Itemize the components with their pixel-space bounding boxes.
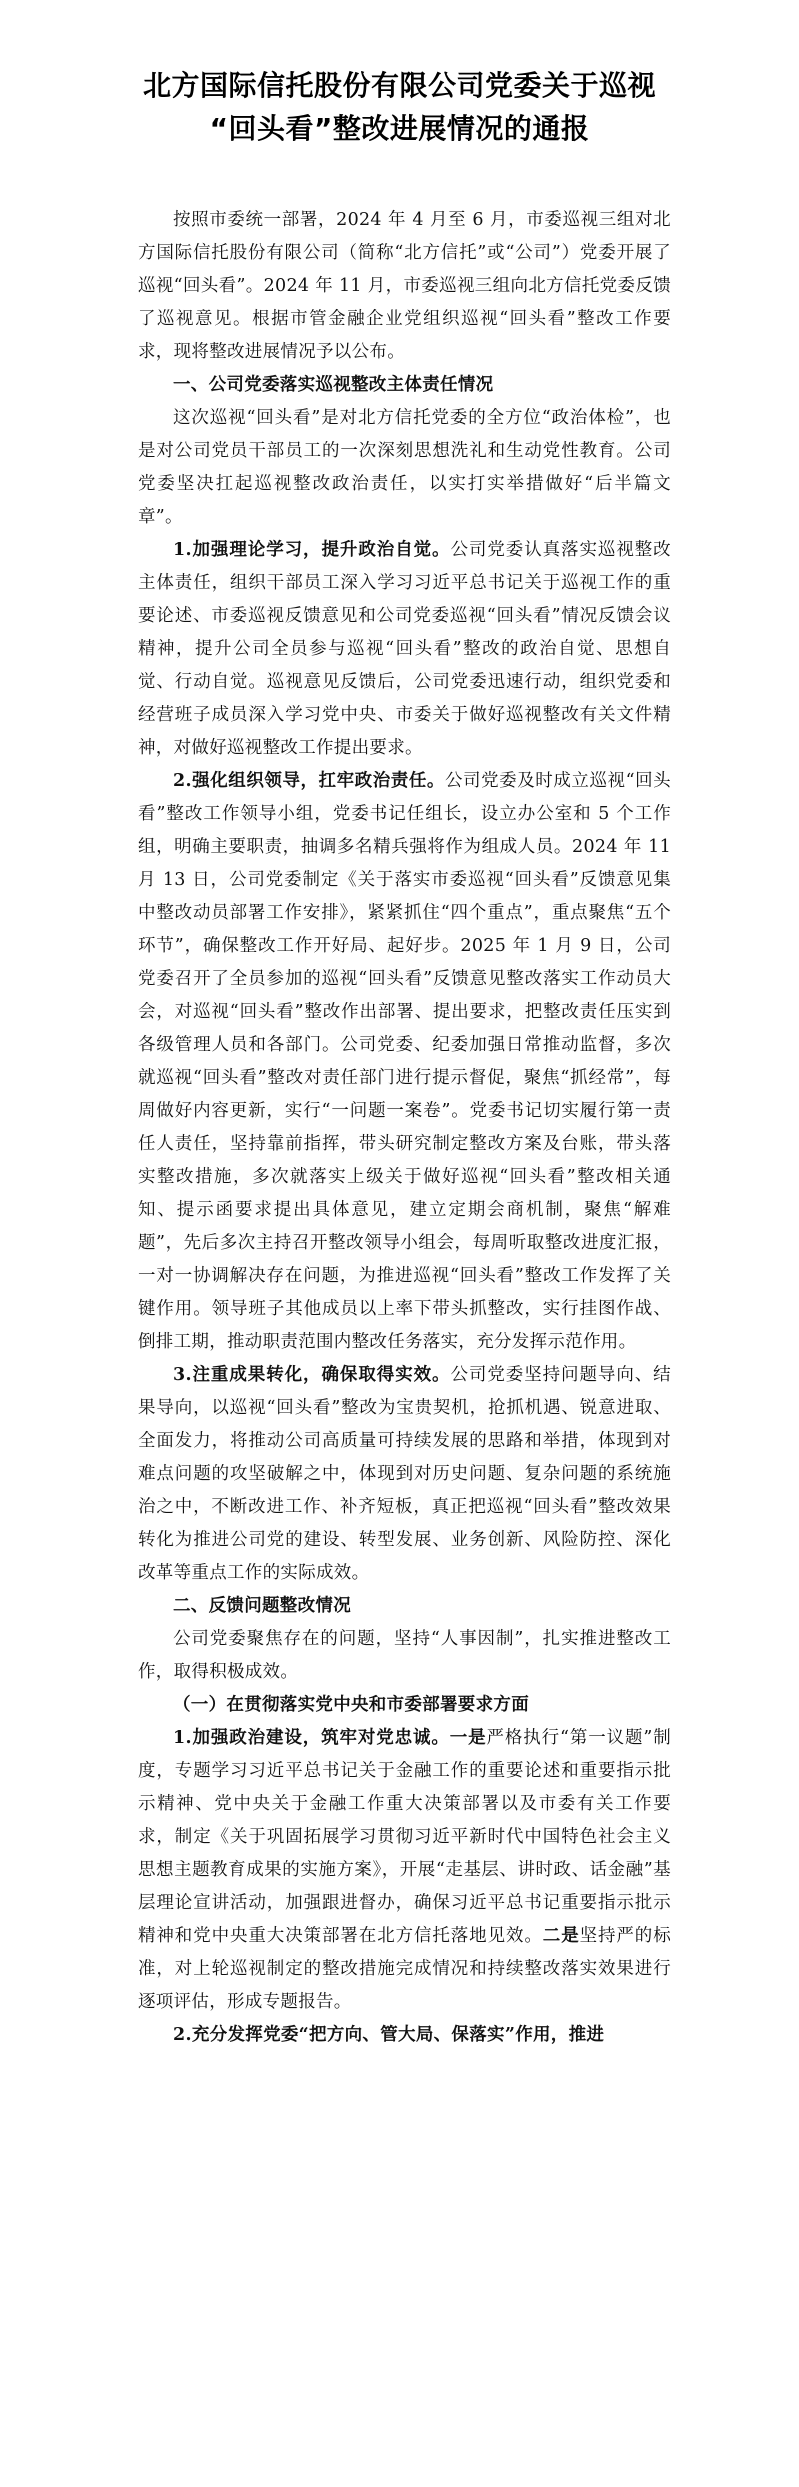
section-1-item-3 xyxy=(138,1359,671,1590)
document-title xyxy=(102,64,697,150)
item-lead: 2.强化组织领导，扛牢政治责任。 xyxy=(173,771,445,791)
item-lead: 2.充分发挥党委“把方向、管大局、保落实”作用，推进 xyxy=(173,2025,605,2045)
point-marker-1: 一是 xyxy=(449,1728,487,1748)
section-1-item-1 xyxy=(138,534,671,765)
point-marker-2: 二是 xyxy=(542,1926,580,1946)
intro-paragraph: 按照市委统一部署，2024 年 4 月至 6 月，市委巡视三组对北方国际信托股份有限公司（简称“北方信托”或“公司”）党委开展了巡视“回头看”。2024 年 11 月，市委巡视三组向北方信托党委反馈了巡视意见。根据市管金融企业党组织巡视“回头看”整改工作要求，现将整改进展情况予以公布。 xyxy=(138,210,671,362)
item-text: 严格执行“第一议题”制度，专题学习习近平总书记关于金融工作的重要论述和重要指示批示精神、党中央关于金融工作重大决策部署以及市委有关工作要求，制定《关于巩固拓展学习贯彻习近平新时代中国特色社会主义思想主题教育成果的实施方案》，开展“走基层、讲时政、话金融”基层理论宣讲活动，加强跟进督办，确保习近平总书记重要指示批示精神和党中央重大决策部署在北方信托落地见效。 xyxy=(138,1728,671,1946)
item-text: 公司党委认真落实巡视整改主体责任，组织干部员工深入学习习近平总书记关于巡视工作的重要论述、市委巡视反馈意见和公司党委巡视“回头看”情况反馈会议精神，提升公司全员参与巡视“回头看”整改的政治自觉、思想自觉、行动自觉。巡视意见反馈后，公司党委迅速行动，组织党委和经营班子成员深入学习党中央、市委关于做好巡视整改有关文件精神，对做好巡视整改工作提出要求。 xyxy=(138,540,671,758)
section-1-item-2 xyxy=(138,765,671,1359)
subsection-1-item-1 xyxy=(138,1722,671,2019)
item-text: 公司党委坚持问题导向、结果导向，以巡视“回头看”整改为宝贵契机，抢抓机遇、锐意进取、全面发力，将推动公司高质量可持续发展的思路和举措，体现到对难点问题的攻坚破解之中，体现到对历史问题、复杂问题的系统施治之中，不断改进工作、补齐短板，真正把巡视“回头看”整改效果转化为推进公司党的建设、转型发展、业务创新、风险防控、深化改革等重点工作的实际成效。 xyxy=(138,1365,671,1583)
section-1-heading: 一、公司党委落实巡视整改主体责任情况 xyxy=(173,375,494,395)
title-line-2: “回头看”整改进展情况的通报 xyxy=(209,112,590,145)
section-1-paragraph: 这次巡视“回头看”是对北方信托党委的全方位“政治体检”，也是对公司党员干部员工的一次深刻思想洗礼和生动党性教育。公司党委坚决扛起巡视整改政治责任，以实打实举措做好“后半篇文章”。 xyxy=(138,408,671,527)
item-text: 坚持严的标准，对上轮巡视制定的整改措施完成情况和持续整改落实效果进行逐项评估，形成专题报告。 xyxy=(138,1926,672,2012)
title-line-1: 北方国际信托股份有限公司党委关于巡视 xyxy=(142,69,656,102)
item-text: 公司党委及时成立巡视“回头看”整改工作领导小组，党委书记任组长，设立办公室和 5 个工作组，明确主要职责，抽调多名精兵强将作为组成人员。2024 年 11 月 13 日，公司党委制定《关于落实市委巡视“回头看”反馈意见集中整改动员部署工作安排》，紧紧抓住“四个重点”，重点聚焦“五个环节”，确保整改工作开好局、起好步。2025 年 1 月 9 日，公司党委召开了全员参加的巡视“回头看”反馈意见整改落实工作动员大会，对巡视“回头看”整改作出部署、提出要求，把整改责任压实到各级管理人员和各部门。公司党委、纪委加强日常推动监督，多次就巡视“回头看”整改对责任部门进行提示督促，聚焦“抓经常”，每周做好内容更新，实行“一问题一案卷”。党委书记切实履行第一责任人责任，坚持靠前指挥，带头研究制定整改方案及台账，带头落实整改措施，多次就落实上级关于做好巡视“回头看”整改相关通知、提示函要求提出具体意见，建立定期会商机制，聚焦“解难题”，先后多次主持召开整改领导小组会，每周听取整改进度汇报，一对一协调解决存在问题，为推进巡视“回头看”整改工作发挥了关键作用。领导班子其他成员以上率下带头抓整改，实行挂图作战、倒排工期，推动职责范围内整改任务落实，充分发挥示范作用。 xyxy=(138,771,671,1352)
section-2-paragraph: 公司党委聚焦存在的问题，坚持“人事因制”，扎实推进整改工作，取得积极成效。 xyxy=(138,1629,671,1682)
item-lead: 3.注重成果转化，确保取得实效。 xyxy=(173,1365,451,1385)
item-lead: 1.加强理论学习，提升政治自觉。 xyxy=(173,540,451,560)
subsection-1-item-2 xyxy=(138,2019,671,2052)
section-2-heading: 二、反馈问题整改情况 xyxy=(173,1596,351,1616)
item-lead: 1.加强政治建设，筑牢对党忠诚。 xyxy=(173,1728,450,1748)
document-body xyxy=(138,204,671,2052)
subsection-1-heading: （一）在贯彻落实党中央和市委部署要求方面 xyxy=(173,1695,529,1715)
